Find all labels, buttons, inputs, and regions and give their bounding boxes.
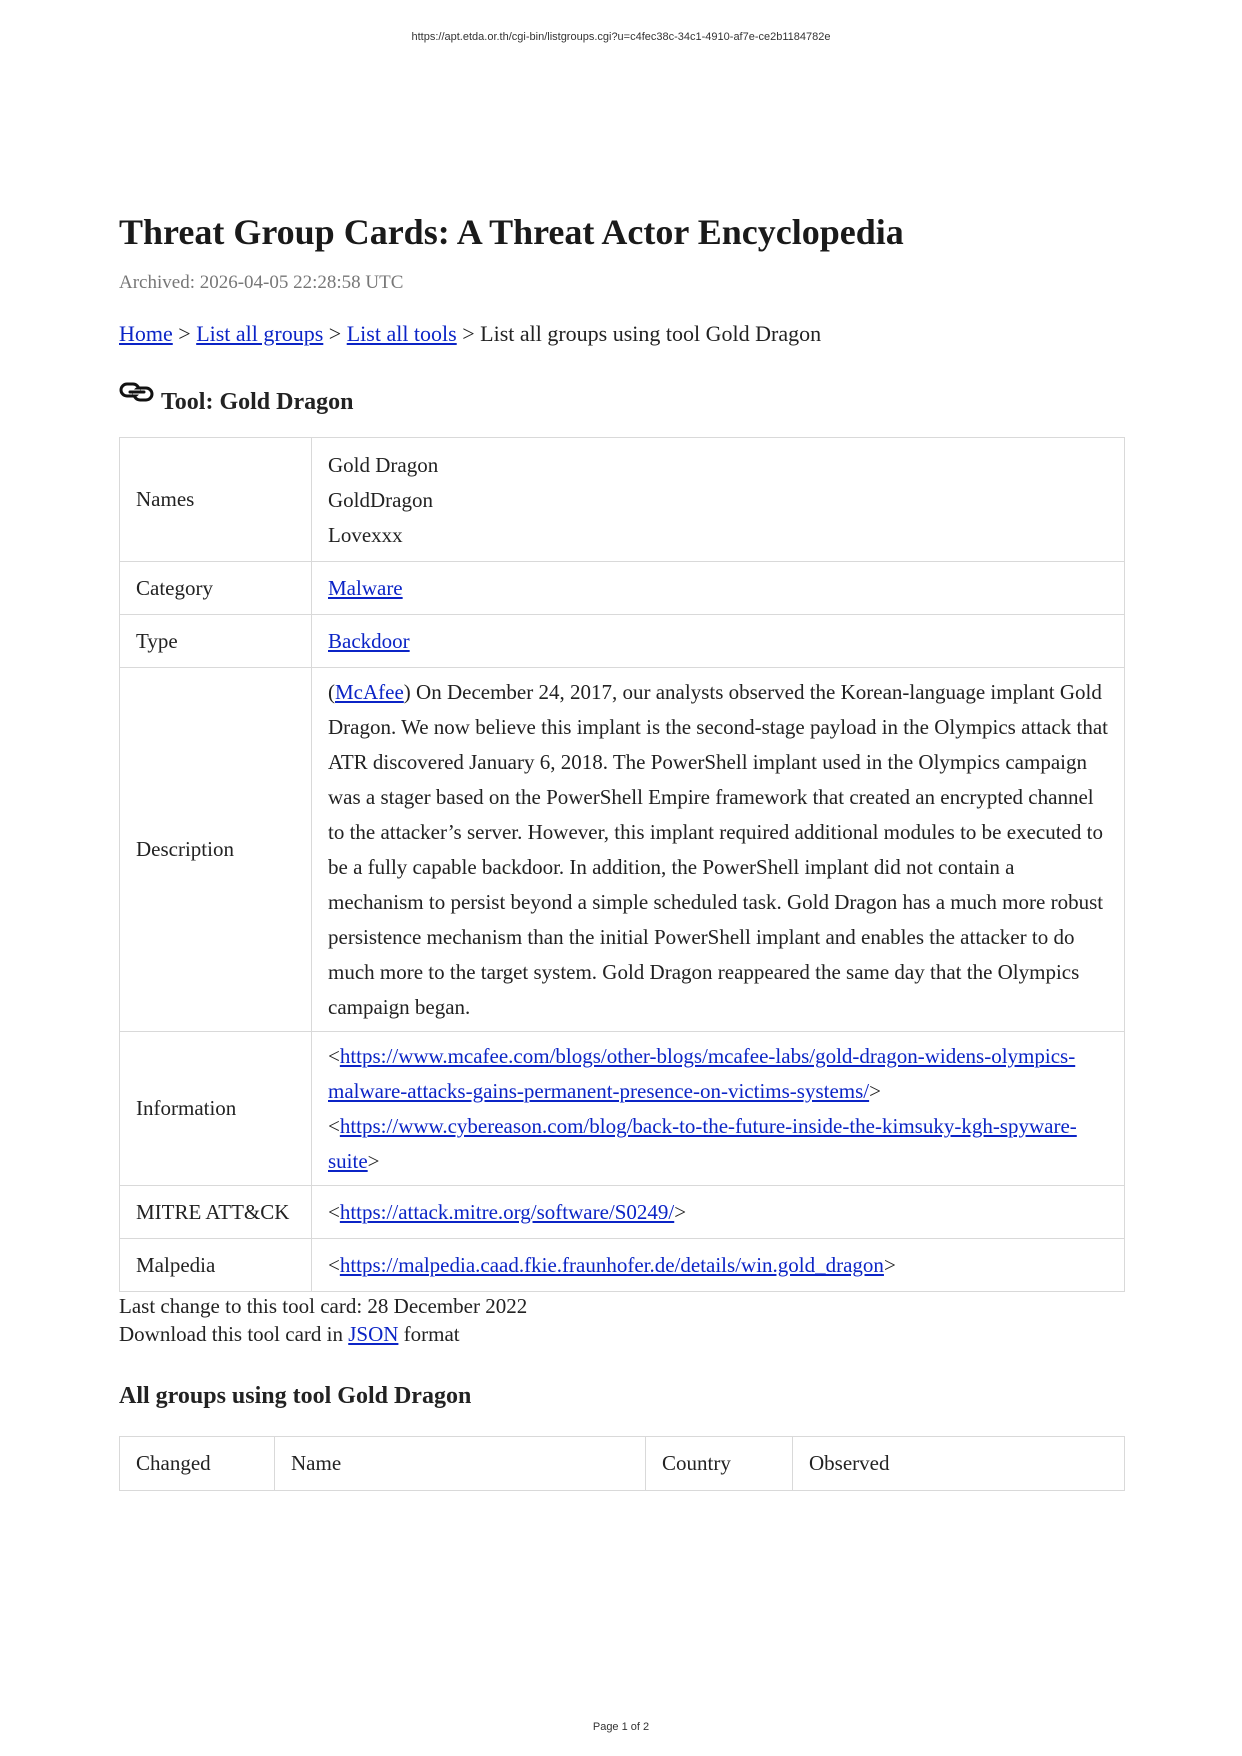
table-row (120, 1239, 1125, 1292)
download-prefix: Download this tool card in (119, 1322, 349, 1346)
download-line (119, 1320, 1125, 1348)
category-value (312, 562, 1125, 615)
table-row (120, 615, 1125, 668)
header-observed[interactable]: Observed (793, 1437, 1125, 1491)
description-open-paren: ( (328, 680, 335, 704)
angle-open: < (328, 1252, 340, 1277)
header-changed[interactable]: Changed (120, 1437, 275, 1491)
type-value (312, 615, 1125, 668)
malpedia-label: Malpedia (120, 1239, 312, 1292)
tool-info-table (119, 437, 1125, 1292)
type-link[interactable]: Backdoor (328, 628, 410, 653)
table-row (120, 562, 1125, 615)
table-header-row (120, 1437, 1125, 1491)
groups-table (119, 1436, 1125, 1491)
information-item (328, 1109, 1108, 1179)
names-label: Names (120, 438, 312, 562)
table-row (120, 438, 1125, 562)
angle-open: < (328, 1044, 340, 1068)
breadcrumb-separator: > (172, 321, 197, 346)
name-item: GoldDragon (328, 488, 433, 512)
last-change: Last change to this tool card: 28 December 2022 (119, 1294, 528, 1318)
archived-timestamp: Archived: 2026-04-05 22:28:58 UTC (119, 272, 404, 293)
link-icon (119, 378, 155, 406)
angle-close: > (883, 1252, 896, 1277)
breadcrumb (119, 320, 1125, 348)
header-country[interactable]: Country (646, 1437, 793, 1491)
print-url: https://apt.etda.or.th/cgi-bin/listgroups.cgi?u=c4fec38c-34c1-4910-af7e-ce2b1184782e (411, 31, 831, 43)
table-row (120, 668, 1125, 1032)
description-text: ) On December 24, 2017, our analysts observed the Korean-language implant Gold Dragon. We now believe this implant is the second-stage payload in the Olympics attack that ATR discovered January 6, 2018. The PowerShell implant used in the Olympics campaign was a stager based on the PowerShell Empire framework that created an encrypted channel to the attacker’s server. However, this implant required additional modules to be executed to be a fully capable backdoor. In addition, the PowerShell implant did not contain a mechanism to persist beyond a simple scheduled task. Gold Dragon has a much more robust persistence mechanism than the initial PowerShell implant and enables the attacker to do much more to the target system. Gold Dragon reappeared the same day that the Olympics campaign began. (328, 680, 1108, 1019)
information-value (312, 1032, 1125, 1186)
breadcrumb-home-link[interactable]: Home (119, 321, 173, 346)
malpedia-link[interactable]: https://malpedia.caad.fkie.fraunhofer.de/details/win.gold_dragon (339, 1252, 884, 1277)
angle-open: < (328, 1114, 340, 1138)
angle-open: < (328, 1199, 340, 1224)
table-row (120, 1186, 1125, 1239)
angle-close: > (367, 1149, 380, 1173)
page-footer: Page 1 of 2 (592, 1721, 650, 1733)
description-source-link[interactable]: McAfee (335, 680, 404, 704)
information-label: Information (120, 1032, 312, 1186)
tool-heading (119, 381, 1125, 417)
description-label: Description (120, 668, 312, 1032)
names-value (312, 438, 1125, 562)
angle-close: > (869, 1079, 881, 1103)
groups-heading: All groups using tool Gold Dragon (119, 1383, 472, 1409)
tool-title: Tool: Gold Dragon (161, 389, 354, 415)
malpedia-value (312, 1239, 1125, 1292)
json-download-link[interactable]: JSON (348, 1322, 399, 1346)
table-row (120, 1032, 1125, 1186)
category-label: Category (120, 562, 312, 615)
download-suffix: format (398, 1322, 460, 1346)
mitre-value (312, 1186, 1125, 1239)
angle-close: > (674, 1199, 687, 1224)
description-value (312, 668, 1125, 1032)
breadcrumb-separator: > (323, 321, 347, 346)
information-link[interactable]: https://www.cybereason.com/blog/back-to-the-future-inside-the-kimsuky-kgh-spyware-suite (328, 1114, 1077, 1173)
mitre-label: MITRE ATT&CK (120, 1186, 312, 1239)
breadcrumb-list-groups-link[interactable]: List all groups (196, 321, 324, 346)
name-item: Lovexxx (328, 523, 403, 547)
breadcrumb-current: List all groups using tool Gold Dragon (480, 321, 822, 346)
type-label: Type (120, 615, 312, 668)
breadcrumb-list-tools-link[interactable]: List all tools (346, 321, 457, 346)
main-content (119, 210, 1125, 1491)
mitre-link[interactable]: https://attack.mitre.org/software/S0249/ (339, 1199, 675, 1224)
name-item: Gold Dragon (328, 453, 439, 477)
information-item (328, 1039, 1108, 1109)
breadcrumb-separator: > (456, 321, 481, 346)
page-title: Threat Group Cards: A Threat Actor Encyclopedia (119, 212, 904, 252)
information-link[interactable]: https://www.mcafee.com/blogs/other-blogs/mcafee-labs/gold-dragon-widens-olympics-malware-attacks-gains-permanent-presence-on-victims-systems/ (328, 1044, 1076, 1103)
category-link[interactable]: Malware (328, 575, 403, 600)
header-name[interactable]: Name (275, 1437, 646, 1491)
